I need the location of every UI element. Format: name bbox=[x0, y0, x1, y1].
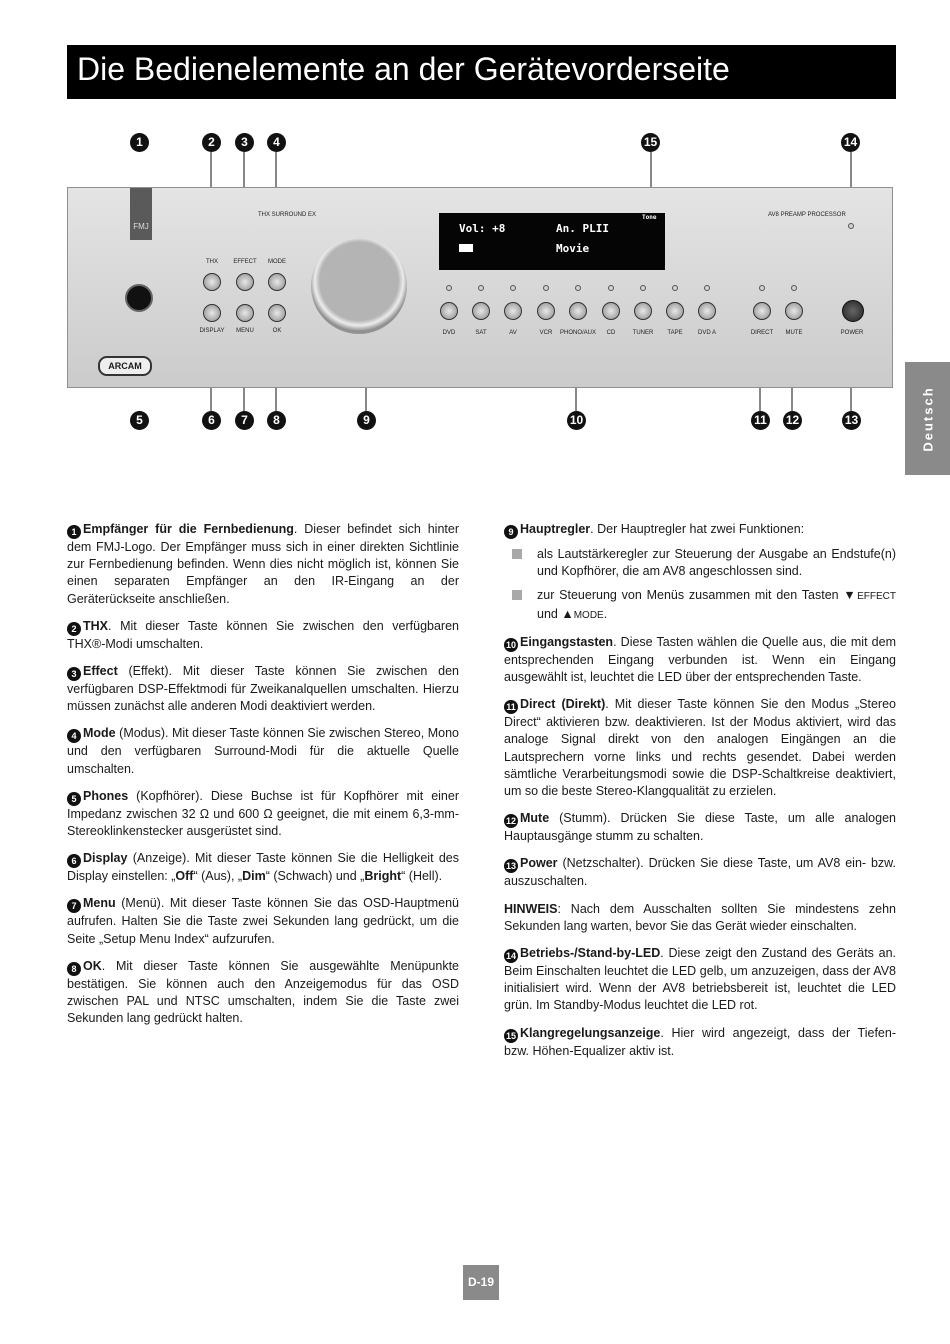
main-volume-knob[interactable] bbox=[311, 238, 407, 334]
callout-13: 13 bbox=[842, 411, 861, 430]
ok-label: OK bbox=[272, 328, 282, 334]
item-heading: Display bbox=[83, 851, 128, 866]
left-column bbox=[67, 521, 459, 1037]
source-button-av[interactable] bbox=[504, 302, 522, 320]
callout-15: 15 bbox=[641, 133, 660, 152]
item-text: (Modus). Mit dieser Taste können Sie zwischen Stereo, Mono und den verfügbaren Surround-Modi für die aktuelle Quelle umschalten. bbox=[67, 726, 459, 776]
bullet-number: 4 bbox=[67, 729, 81, 743]
item-heading: Power bbox=[520, 856, 558, 871]
tone-indicator: Tone bbox=[642, 214, 657, 221]
callout-9: 9 bbox=[357, 411, 376, 430]
label-power: POWER bbox=[840, 330, 864, 336]
item-1 bbox=[67, 521, 459, 608]
source-button-sat[interactable] bbox=[472, 302, 490, 320]
item-heading: Hauptregler bbox=[520, 522, 591, 536]
standby-led bbox=[848, 223, 854, 229]
display-program: Movie bbox=[556, 242, 590, 255]
note-text: : Nach dem Ausschalten sollten Sie mindestens zehn Sekunden lang warten, bevor Sie das Gerät wieder einschalten. bbox=[504, 901, 896, 933]
item-14 bbox=[504, 945, 896, 1015]
led-mute bbox=[791, 285, 797, 291]
item-text: . bbox=[603, 606, 608, 621]
fmj-logo: FMJ bbox=[133, 222, 149, 231]
item-heading: Mute bbox=[520, 811, 550, 826]
item-text: . Dieser befindet sich hinter dem FMJ-Logo. Der Empfänger muss sich in einer direkten Sichtlinie zur Fernbedienung befinden. Wenn dies nicht möglich ist, können Sie einen separaten Empfänger an den IR-Eingang an der Geräterückseite anschließen. bbox=[67, 522, 459, 606]
label-dvda: DVD A bbox=[697, 330, 717, 336]
mute-button[interactable] bbox=[785, 302, 803, 320]
bullet-number: 1 bbox=[67, 525, 81, 539]
item-text: . Diese zeigt den Zustand des Geräts an. Beim Einschalten leuchtet die LED gelb, um anzuzeigen, dass der AV8 initialisiert wird. Wenn der AV8 betriebsbereit ist, leuchtet die LED grün. Im Standby-Modus leuchtet die LED rot. bbox=[504, 946, 896, 1013]
source-button-cd[interactable] bbox=[602, 302, 620, 320]
thx-surround-label: THX SURROUND EX bbox=[258, 212, 317, 218]
item-3 bbox=[67, 663, 459, 715]
source-button-dvd[interactable] bbox=[440, 302, 458, 320]
callout-3: 3 bbox=[235, 133, 254, 152]
sub-bullet-1 bbox=[504, 546, 896, 580]
item-heading: Betriebs-/Stand-by-LED bbox=[520, 946, 661, 961]
ir-receiver-window bbox=[130, 188, 152, 240]
item-13 bbox=[504, 855, 896, 890]
label-cd: CD bbox=[606, 330, 616, 336]
item-text: . Hier wird angezeigt, dass der Tiefen- bzw. Höhen-Equalizer aktiv ist. bbox=[504, 1025, 896, 1058]
source-button-tuner[interactable] bbox=[634, 302, 652, 320]
display-bright-option: Bright bbox=[364, 869, 402, 884]
item-heading: THX bbox=[83, 618, 108, 633]
item-text: . Mit dieser Taste können Sie den Modus „Stereo Direct“ aktivieren bzw. deaktivieren. Ist der Modus aktiviert, wird das analoge Signal direkt von den analogen Eingängen an die Lautsprechern vorne links und rechts gesendet. Dabei werden sämtliche Verarbeitungsmodi sowie die DSP-Schaltkreise deaktiviert, um so die beste Stereo-Klangqualität zu erzielen. bbox=[504, 697, 896, 799]
thx-label: THX bbox=[206, 259, 218, 265]
ok-button[interactable] bbox=[268, 304, 286, 322]
item-heading: Direct (Direkt) bbox=[520, 697, 606, 712]
callout-10: 10 bbox=[567, 411, 586, 430]
item-heading: Mode bbox=[83, 726, 116, 741]
bullet-number: 5 bbox=[67, 792, 81, 806]
item-8 bbox=[67, 958, 459, 1028]
item-heading: Phones bbox=[83, 788, 129, 803]
source-button-tape[interactable] bbox=[666, 302, 684, 320]
display-dim-option: Dim bbox=[242, 869, 266, 884]
page-number: D-19 bbox=[463, 1265, 499, 1300]
effect-label: EFFECT bbox=[233, 259, 257, 265]
bullet-number: 3 bbox=[67, 667, 81, 681]
callout-4: 4 bbox=[267, 133, 286, 152]
page-title: Die Bedienelemente an der Gerätevorderseite bbox=[77, 51, 730, 87]
menu-label: MENU bbox=[236, 328, 254, 334]
callout-6: 6 bbox=[202, 411, 221, 430]
bullet-number: 11 bbox=[504, 700, 518, 714]
item-text: (Stumm). Drücken Sie diese Taste, um alle analogen Hauptausgänge stumm zu schalten. bbox=[504, 811, 896, 844]
bullet-number: 2 bbox=[67, 622, 81, 636]
label-vcr: VCR bbox=[539, 330, 553, 336]
language-tab-label: Deutsch bbox=[920, 385, 935, 452]
led-sat bbox=[478, 285, 484, 291]
callout-8: 8 bbox=[267, 411, 286, 430]
item-11 bbox=[504, 696, 896, 800]
headphone-jack[interactable] bbox=[125, 284, 153, 312]
square-bullet-icon bbox=[512, 590, 522, 600]
item-text: . Mit dieser Taste können Sie zwischen den verfügbaren THX®-Modi umschalten. bbox=[67, 618, 459, 651]
triangle-down-icon: ▼ bbox=[843, 588, 858, 603]
bullet-number: 7 bbox=[67, 899, 81, 913]
label-tape: TAPE bbox=[667, 330, 683, 336]
front-panel bbox=[67, 187, 893, 388]
source-button-phono[interactable] bbox=[569, 302, 587, 320]
item-text: (Effekt). Mit dieser Taste können Sie zwischen den verfügbaren DSP-Effektmodi für Zweikanalquellen umschalten. Hierzu müssen zunächst alle anderen Modi deaktiviert werden. bbox=[67, 664, 459, 714]
bullet-number: 13 bbox=[505, 861, 516, 872]
item-10 bbox=[504, 634, 896, 686]
led-tuner bbox=[640, 285, 646, 291]
label-sat: SAT bbox=[475, 330, 487, 336]
bullet-number: 9 bbox=[504, 525, 518, 539]
mode-button[interactable] bbox=[268, 273, 286, 291]
item-6 bbox=[67, 850, 459, 885]
hinweis-note bbox=[504, 901, 896, 935]
item-heading: Menu bbox=[83, 896, 116, 911]
led-dvd bbox=[446, 285, 452, 291]
led-vcr bbox=[543, 285, 549, 291]
processor-label: AV8 PREAMP PROCESSOR bbox=[768, 212, 846, 218]
item-text: “ (Schwach) und „ bbox=[265, 869, 365, 884]
item-2 bbox=[67, 618, 459, 653]
right-column bbox=[504, 521, 896, 1070]
display-off-option: Off bbox=[175, 869, 194, 884]
item-text: . Diese Tasten wählen die Quelle aus, die mit dem entsprechenden Eingang verbunden ist. Wenn ein Eingang ausgewählt ist, leuchtet die LED über der entsprechenden Taste. bbox=[504, 634, 896, 685]
item-9 bbox=[504, 521, 896, 539]
item-text: als Lautstärkeregler zur Steuerung der Ausgabe an Endstufe(n) und Kopfhörer, die am AV8 angeschlossen sind. bbox=[537, 547, 896, 579]
power-button[interactable] bbox=[842, 300, 864, 322]
bullet-number: 15 bbox=[505, 1030, 516, 1041]
callout-7: 7 bbox=[235, 411, 254, 430]
display-mode: An. PLII bbox=[556, 222, 609, 235]
source-button-dvda[interactable] bbox=[698, 302, 716, 320]
effect-button[interactable] bbox=[236, 273, 254, 291]
item-heading: OK bbox=[83, 958, 102, 973]
led-dvda bbox=[704, 285, 710, 291]
item-text: und bbox=[537, 606, 562, 621]
callout-12: 12 bbox=[783, 411, 802, 430]
item-12 bbox=[504, 810, 896, 845]
source-button-vcr[interactable] bbox=[537, 302, 555, 320]
callout-14: 14 bbox=[841, 133, 860, 152]
arcam-logo: ARCAM bbox=[98, 356, 152, 376]
led-direct bbox=[759, 285, 765, 291]
item-heading: Effect bbox=[83, 664, 118, 679]
led-av bbox=[510, 285, 516, 291]
sub-bullet-2 bbox=[504, 587, 896, 623]
callout-1: 1 bbox=[130, 133, 149, 152]
bullet-number: 14 bbox=[505, 951, 516, 962]
item-text: “ (Aus), „ bbox=[193, 869, 243, 884]
led-tape bbox=[672, 285, 678, 291]
bullet-number: 10 bbox=[505, 639, 516, 650]
item-text: (Menü). Mit dieser Taste können Sie das OSD-Hauptmenü aufrufen. Halten Sie die Taste zwei Sekunden lang gedrückt, um die Seite „Setup Menu Index“ aufzurufen. bbox=[67, 896, 459, 946]
item-5 bbox=[67, 788, 459, 840]
label-tuner: TUNER bbox=[632, 330, 654, 336]
callout-11: 11 bbox=[751, 411, 770, 430]
label-dvd: DVD bbox=[442, 330, 456, 336]
item-15 bbox=[504, 1025, 896, 1060]
front-display bbox=[439, 213, 665, 270]
display-indicator bbox=[459, 244, 473, 252]
item-heading: Empfänger für die Fernbedienung bbox=[83, 522, 294, 536]
bullet-number: 12 bbox=[505, 816, 516, 827]
item-4 bbox=[67, 725, 459, 777]
item-heading: Klangregelungsanzeige bbox=[520, 1025, 661, 1040]
note-heading: HINWEIS bbox=[504, 901, 558, 916]
square-bullet-icon bbox=[512, 549, 522, 559]
item-text: (Anzeige). Mit dieser Taste können Sie die Helligkeit des Display einstellen: „ bbox=[67, 851, 459, 884]
bullet-number: 6 bbox=[67, 854, 81, 868]
label-av: AV bbox=[509, 330, 517, 336]
item-heading: Eingangstasten bbox=[520, 634, 614, 649]
item-text: “ (Hell). bbox=[401, 869, 443, 884]
item-text: . Der Hauptregler hat zwei Funktionen: bbox=[590, 522, 805, 536]
menu-button[interactable] bbox=[236, 304, 254, 322]
direct-button[interactable] bbox=[753, 302, 771, 320]
mode-key: MODE bbox=[573, 609, 604, 621]
led-phono bbox=[575, 285, 581, 291]
triangle-up-icon: ▲ bbox=[561, 606, 574, 621]
label-mute: MUTE bbox=[785, 330, 803, 336]
display-volume: Vol: +8 bbox=[459, 222, 506, 235]
item-text: (Kopfhörer). Diese Buchse ist für Kopfhörer mit einer Impedanz zwischen 32 Ω und 600 Ω geeignet, die mit einem 6,3-mm-Stereoklinkenstecker ausgerüstet sind. bbox=[67, 788, 459, 839]
callout-5: 5 bbox=[130, 411, 149, 430]
display-button[interactable] bbox=[203, 304, 221, 322]
label-phono: PHONO/AUX bbox=[559, 330, 597, 336]
bullet-number: 8 bbox=[67, 962, 81, 976]
thx-button[interactable] bbox=[203, 273, 221, 291]
item-text: zur Steuerung von Menüs zusammen mit den Tasten bbox=[537, 588, 844, 603]
label-direct: DIRECT bbox=[750, 330, 774, 336]
item-text: . Mit dieser Taste können Sie ausgewählte Menüpunkte bestätigen. Sie können auch den Anzeigemodus für das OSD zwischen PAL und NTSC umschalten, indem Sie die Taste zwei Sekunden lang gedrückt halten. bbox=[67, 958, 459, 1026]
callout-2: 2 bbox=[202, 133, 221, 152]
item-7 bbox=[67, 895, 459, 947]
display-label: DISPLAY bbox=[199, 328, 225, 334]
led-cd bbox=[608, 285, 614, 291]
effect-key: EFFECT bbox=[857, 591, 896, 603]
mode-label: MODE bbox=[268, 259, 286, 265]
item-text: (Netzschalter). Drücken Sie diese Taste, um AV8 ein- bzw. auszuschalten. bbox=[504, 856, 896, 889]
